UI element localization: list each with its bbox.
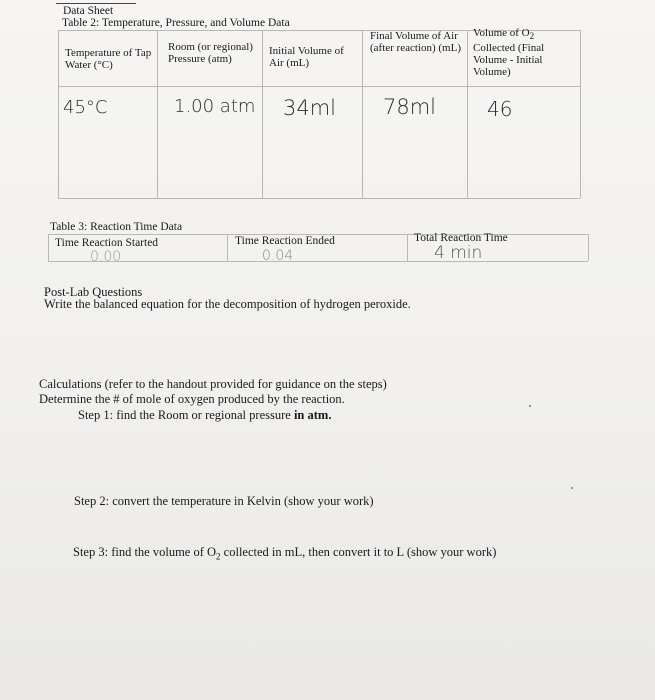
- value-pressure: 1.00 atm: [174, 96, 256, 117]
- value-time-started: 0.00: [90, 249, 122, 265]
- header-initial-volume: Initial Volume of Air (mL): [269, 45, 344, 69]
- header-o2-volume-rest: Collected (Final Volume - Initial Volume): [473, 42, 545, 79]
- table3-title: Table 3: Reaction Time Data: [50, 221, 183, 233]
- value-time-ended: 0.04: [262, 248, 294, 264]
- step-3-text: Step 3: find the volume of O: [73, 545, 217, 559]
- header-temperature: Temperature of Tap Water (°C): [65, 47, 152, 71]
- header-pressure: Room (or regional) Pressure (atm): [168, 41, 253, 65]
- value-initial-volume: 34ml: [283, 96, 337, 120]
- header-o2-volume-line1: Volume of O: [473, 27, 530, 39]
- step-1-bold: in atm.: [293, 408, 332, 422]
- calculations-intro: Calculations (refer to the handout provided for guidance on the steps): [39, 377, 387, 391]
- header-final-volume: Final Volume of Air (after reaction) (mL): [370, 30, 461, 54]
- step-3-subscript: 2: [216, 551, 221, 562]
- calculations-determine: Determine the # of mole of oxygen produced by the reaction.: [39, 392, 345, 406]
- table2-title: Table 2: Temperature, Pressure, and Volume Data: [62, 17, 290, 29]
- step-1-text: Step 1: find the Room or regional pressure: [78, 408, 294, 422]
- paper-dot: [571, 487, 573, 489]
- top-edge-line: [56, 3, 136, 4]
- header-time-started: Time Reaction Started: [55, 237, 159, 249]
- header-o2-volume: [473, 27, 577, 78]
- header-total-time: Total Reaction Time: [414, 232, 508, 244]
- value-o2-volume: 46: [487, 97, 513, 121]
- data-sheet-label: Data Sheet: [63, 5, 114, 17]
- step-3-rest: collected in mL, then convert it to L (show your work): [220, 545, 497, 559]
- postlab-heading: Post-Lab Questions: [44, 285, 143, 299]
- step-1: [78, 408, 331, 423]
- paper-dot: [529, 405, 531, 407]
- step-2: Step 2: convert the temperature in Kelvin (show your work): [74, 494, 374, 508]
- value-final-volume: 78ml: [383, 95, 437, 119]
- value-temperature: 45°C: [63, 97, 108, 118]
- postlab-question-1: Write the balanced equation for the decomposition of hydrogen peroxide.: [44, 297, 411, 311]
- step-3: [73, 545, 496, 562]
- value-total-time: 4 min: [434, 243, 483, 263]
- header-o2-subscript: 2: [529, 31, 535, 42]
- header-time-ended: Time Reaction Ended: [235, 235, 335, 247]
